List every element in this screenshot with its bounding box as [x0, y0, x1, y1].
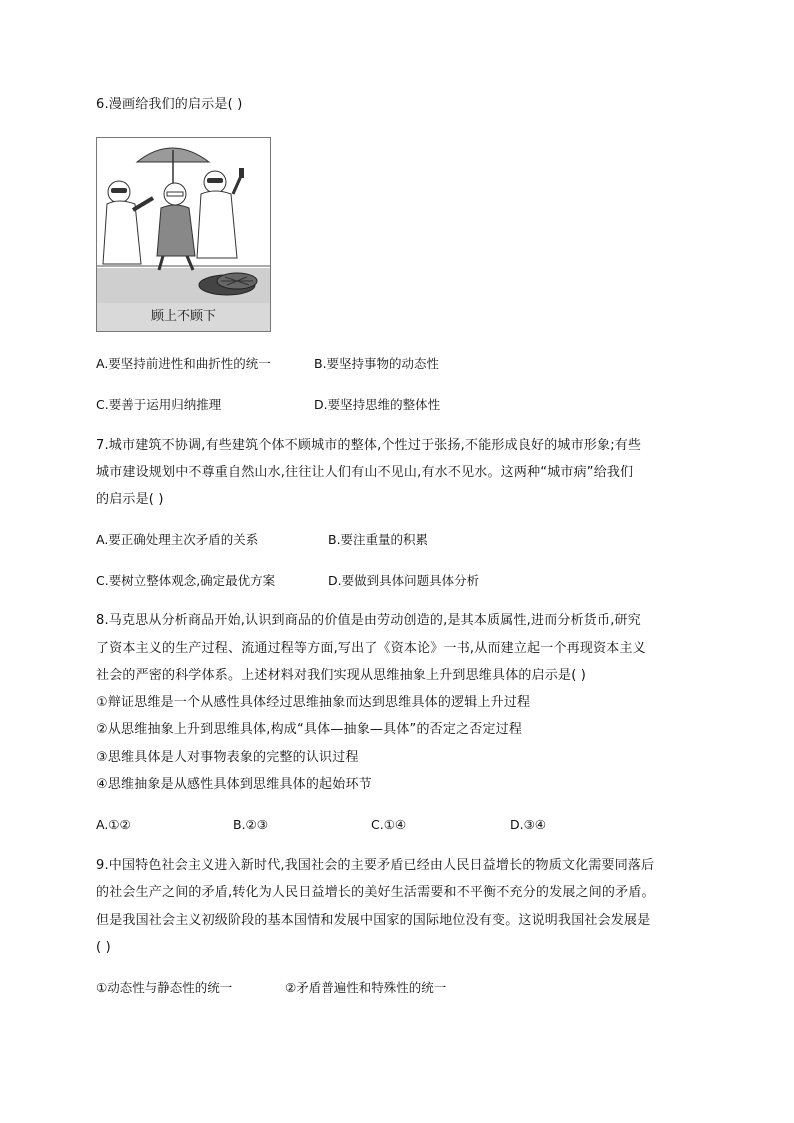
q6-stem: 6.漫画给我们的启示是( ) — [96, 97, 243, 112]
q7-stem-line-2: 城市建设规划中不尊重自然山水,往往让人们有山不见山,有水不见水。这两种“城市病”给我们 — [96, 465, 634, 480]
q8-stem-line-1: 8.马克思从分析商品开始,认识到商品的价值是由劳动创造的,是其本质属性,进而分析货币,研究 — [96, 613, 641, 628]
q9-stem-line-4: ( ) — [96, 940, 111, 955]
q9-statement-1: ①动态性与静态性的统一 — [96, 980, 233, 995]
q8-option-c[interactable]: C.①④ — [371, 817, 407, 832]
q8-statement-3: ③思维具体是人对事物表象的完整的认识过程 — [96, 750, 359, 765]
q8-stem-line-2: 了资本主义的生产过程、流通过程等方面,写出了《资本论》一书,从而建立起一个再现资本主义 — [96, 641, 646, 656]
q6-option-c[interactable]: C.要善于运用归纳推理 — [96, 397, 222, 412]
q7-option-d[interactable]: D.要做到具体问题具体分析 — [328, 573, 480, 588]
q6-option-a[interactable]: A.要坚持前进性和曲折性的统一 — [96, 356, 271, 371]
q6-option-d[interactable]: D.要坚持思维的整体性 — [314, 397, 441, 412]
comic-drawing — [97, 138, 270, 303]
q7-option-a[interactable]: A.要正确处理主次矛盾的关系 — [96, 532, 259, 547]
q8-statement-2: ②从思维抽象上升到思维具体,构成“具体—抽象—具体”的否定之否定过程 — [96, 722, 523, 737]
q8-option-b[interactable]: B.②③ — [233, 817, 268, 832]
q9-stem-line-2: 的社会生产之间的矛盾,转化为人民日益增长的美好生活需要和不平衡不充分的发展之间的矛盾。 — [96, 885, 655, 900]
q9-stem-line-3: 但是我国社会主义初级阶段的基本国情和发展中国家的国际地位没有变。这说明我国社会发展是 — [96, 913, 651, 928]
q8-statement-1: ①辩证思维是一个从感性具体经过思维抽象而达到思维具体的逻辑上升过程 — [96, 695, 531, 710]
q9-stem-line-1: 9.中国特色社会主义进入新时代,我国社会的主要矛盾已经由人民日益增长的物质文化需要同落后 — [96, 858, 655, 873]
q8-option-a[interactable]: A.①② — [96, 817, 131, 832]
q8-option-d[interactable]: D.③④ — [510, 817, 547, 832]
comic-caption: 顾上不顾下 — [97, 303, 270, 331]
q7-option-c[interactable]: C.要树立整体观念,确定最优方案 — [96, 573, 276, 588]
q6-option-b[interactable]: B.要坚持事物的动态性 — [314, 356, 440, 371]
q7-stem-line-3: 的启示是( ) — [96, 492, 164, 507]
q9-statement-2: ②矛盾普遍性和特殊性的统一 — [285, 980, 447, 995]
q7-stem-line-1: 7.城市建筑不协调,有些建筑个体不顾城市的整体,个性过于张扬,不能形成良好的城市形象;有些 — [96, 438, 642, 453]
q7-option-b[interactable]: B.要注重量的积累 — [328, 532, 429, 547]
q8-stem-line-3: 社会的严密的科学体系。上述材料对我们实现从思维抽象上升到思维具体的启示是( ) — [96, 668, 587, 683]
q8-statement-4: ④思维抽象是从感性具体到思维具体的起始环节 — [96, 777, 372, 792]
comic-illustration — [96, 137, 271, 332]
